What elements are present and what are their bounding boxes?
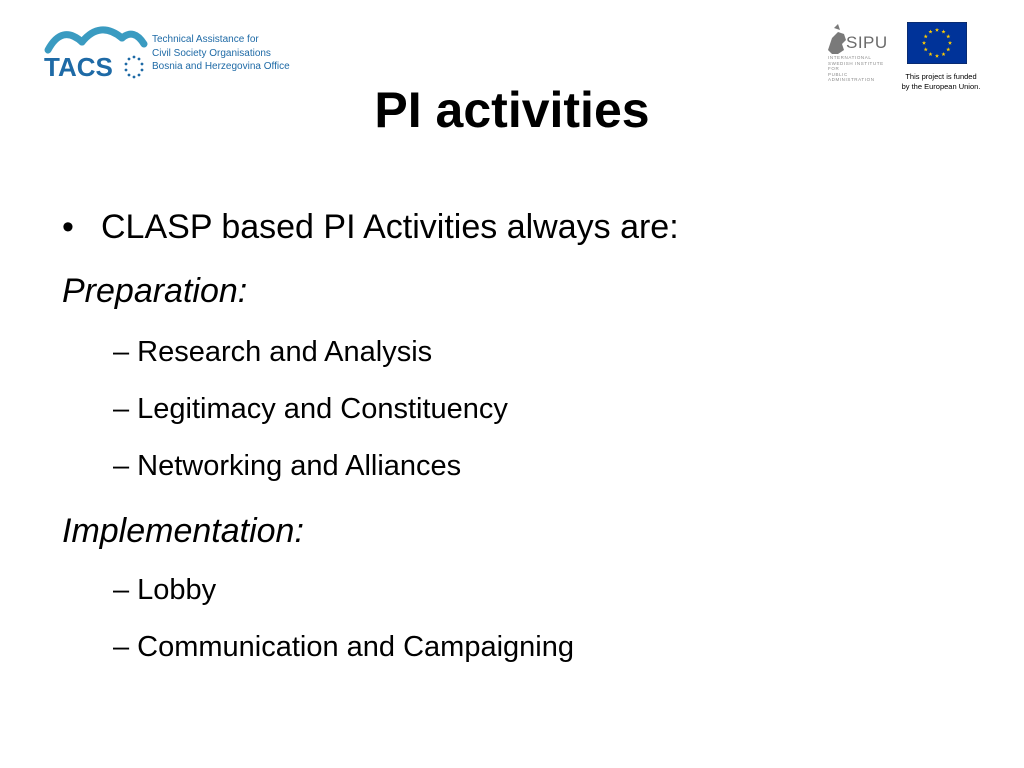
tacs-line-1: Technical Assistance for	[152, 34, 259, 45]
dash-icon: –	[113, 631, 130, 663]
sipu-sub-line-3: PUBLIC ADMINISTRATION	[828, 71, 875, 82]
bullet-text: CLASP based PI Activities always are:	[101, 208, 679, 246]
bullet-icon: •	[62, 208, 74, 246]
list-item	[113, 338, 432, 367]
sipu-sub-line-2: SWEDISH INSTITUTE FOR	[828, 60, 884, 71]
dash-icon: –	[113, 450, 130, 482]
sipu-sub-line-1: INTERNATIONAL	[828, 55, 872, 60]
section-heading-preparation: Preparation:	[62, 272, 248, 310]
eu-caption-line-2: by the European Union.	[901, 82, 981, 91]
list-item	[113, 576, 216, 605]
section-heading-implementation: Implementation:	[62, 512, 304, 550]
list-item-text: Legitimacy and Constituency	[137, 393, 508, 425]
list-item	[113, 395, 508, 424]
dash-icon: –	[113, 574, 130, 606]
tacs-line-2: Civil Society Organisations	[152, 47, 271, 59]
tacs-tagline	[152, 33, 290, 74]
list-item	[113, 452, 461, 481]
dash-icon: –	[113, 336, 130, 368]
eu-caption-line-1: This project is funded	[905, 72, 977, 81]
tacs-line-3: Bosnia and Herzegovina Office	[152, 61, 290, 72]
list-item-text: Research and Analysis	[137, 336, 433, 368]
tacs-wordmark: TACS	[44, 52, 113, 82]
tacs-logo	[42, 20, 154, 82]
list-item-text: Lobby	[137, 574, 217, 606]
star-ring-icon	[125, 56, 144, 79]
dash-icon: –	[113, 393, 130, 425]
list-item	[113, 633, 574, 662]
list-item-text: Communication and Campaigning	[137, 631, 574, 663]
eu-flag-icon	[907, 22, 967, 64]
slide-title: PI activities	[374, 82, 650, 138]
list-item-text: Networking and Alliances	[137, 450, 462, 482]
sipu-wordmark: SIPU	[846, 33, 888, 52]
